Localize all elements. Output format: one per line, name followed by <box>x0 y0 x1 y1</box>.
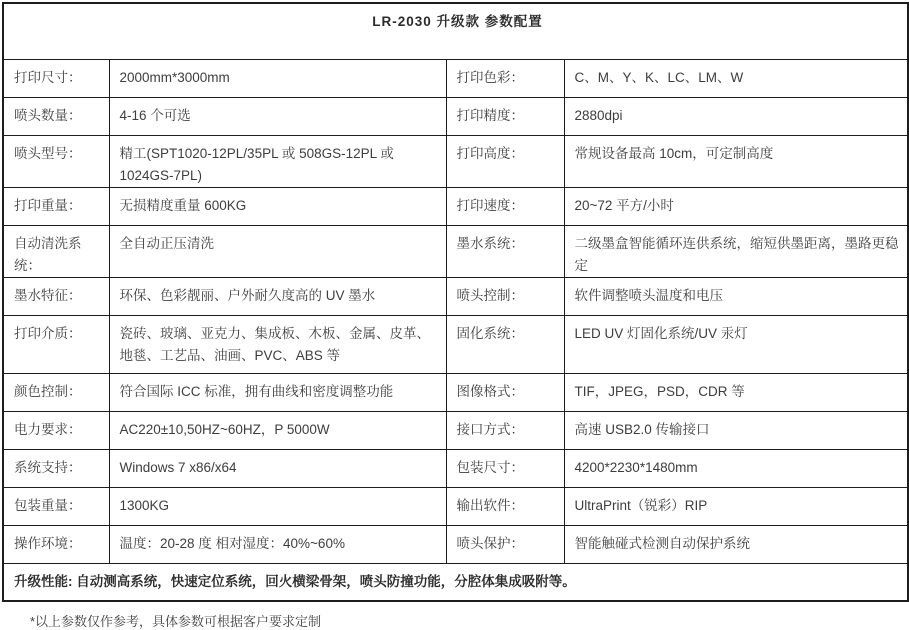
spec-label: 喷头控制： <box>446 277 564 315</box>
spec-label: 自动清洗系统： <box>3 225 109 277</box>
spec-label: 包装重量： <box>3 487 109 525</box>
spec-value: 符合国际 ICC 标准，拥有曲线和密度调整功能 <box>109 373 446 411</box>
spec-label: 电力要求： <box>3 411 109 449</box>
spec-row <box>3 277 908 315</box>
spec-label: 打印高度： <box>446 135 564 187</box>
spec-value: 2000mm*3000mm <box>109 59 446 97</box>
upgrade-features-row <box>3 563 908 601</box>
spec-label: 打印精度： <box>446 97 564 135</box>
spec-value: 常规设备最高 10cm，可定制高度 <box>564 135 908 187</box>
spec-row <box>3 411 908 449</box>
spec-label: 打印介质： <box>3 315 109 373</box>
spec-row <box>3 525 908 563</box>
spec-label: 系统支持： <box>3 449 109 487</box>
spec-value: C、M、Y、K、LC、LM、W <box>564 59 908 97</box>
spec-value: 4200*2230*1480mm <box>564 449 908 487</box>
upgrade-features-label: 升级性能: <box>14 573 77 589</box>
spec-label: 打印速度： <box>446 187 564 225</box>
spec-value: 高速 USB2.0 传输接口 <box>564 411 908 449</box>
spec-row <box>3 187 908 225</box>
spec-value: TIF，JPEG，PSD，CDR 等 <box>564 373 908 411</box>
title-row <box>3 3 908 59</box>
spec-value: LED UV 灯固化系统/UV 汞灯 <box>564 315 908 373</box>
spec-value: AC220±10,50HZ~60HZ，P 5000W <box>109 411 446 449</box>
spec-row <box>3 487 908 525</box>
spec-value: 无损精度重量 600KG <box>109 187 446 225</box>
spec-label: 操作环境： <box>3 525 109 563</box>
spec-value: Windows 7 x86/x64 <box>109 449 446 487</box>
spec-label: 打印重量： <box>3 187 109 225</box>
spec-row <box>3 97 908 135</box>
spec-row <box>3 373 908 411</box>
spec-label: 墨水特征： <box>3 277 109 315</box>
spec-label: 喷头保护： <box>446 525 564 563</box>
upgrade-features-cell <box>3 563 908 601</box>
spec-label: 颜色控制： <box>3 373 109 411</box>
spec-row <box>3 59 908 97</box>
spec-row <box>3 135 908 187</box>
spec-value: 二级墨盒智能循环连供系统，缩短供墨距离，墨路更稳定 <box>564 225 908 277</box>
spec-value: 智能触碰式检测自动保护系统 <box>564 525 908 563</box>
spec-value: 2880dpi <box>564 97 908 135</box>
footnote: *以上参数仅作参考，具体参数可根据客户要求定制 <box>30 614 322 629</box>
spec-value: 软件调整喷头温度和电压 <box>564 277 908 315</box>
spec-value: 4-16 个可选 <box>109 97 446 135</box>
spec-label: 喷头数量： <box>3 97 109 135</box>
spec-row <box>3 315 908 373</box>
spec-label: 墨水系统： <box>446 225 564 277</box>
spec-table <box>2 2 909 602</box>
spec-label: 输出软件： <box>446 487 564 525</box>
spec-label: 接口方式： <box>446 411 564 449</box>
spec-label: 固化系统： <box>446 315 564 373</box>
page-title: LR-2030 升级款 参数配置 <box>3 3 908 59</box>
spec-value: 20~72 平方/小时 <box>564 187 908 225</box>
spec-label: 喷头型号： <box>3 135 109 187</box>
spec-value: 1300KG <box>109 487 446 525</box>
spec-label: 打印色彩： <box>446 59 564 97</box>
spec-row <box>3 225 908 277</box>
spec-value: 环保、色彩靓丽、户外耐久度高的 UV 墨水 <box>109 277 446 315</box>
spec-label: 包装尺寸： <box>446 449 564 487</box>
spec-label: 打印尺寸： <box>3 59 109 97</box>
spec-value: 温度：20-28 度 相对湿度：40%~60% <box>109 525 446 563</box>
spec-value: UltraPrint（锐彩）RIP <box>564 487 908 525</box>
spec-row <box>3 449 908 487</box>
upgrade-features-text: 自动测高系统，快速定位系统，回火横梁骨架，喷头防撞功能，分腔体集成吸附等。 <box>76 573 576 589</box>
spec-value: 瓷砖、玻璃、亚克力、集成板、木板、金属、皮革、地毯、工艺品、油画、PVC、ABS 等 <box>109 315 446 373</box>
spec-value: 全自动正压清洗 <box>109 225 446 277</box>
spec-value: 精工(SPT1020-12PL/35PL 或 508GS-12PL 或 1024GS-7PL) <box>109 135 446 187</box>
spec-label: 图像格式： <box>446 373 564 411</box>
